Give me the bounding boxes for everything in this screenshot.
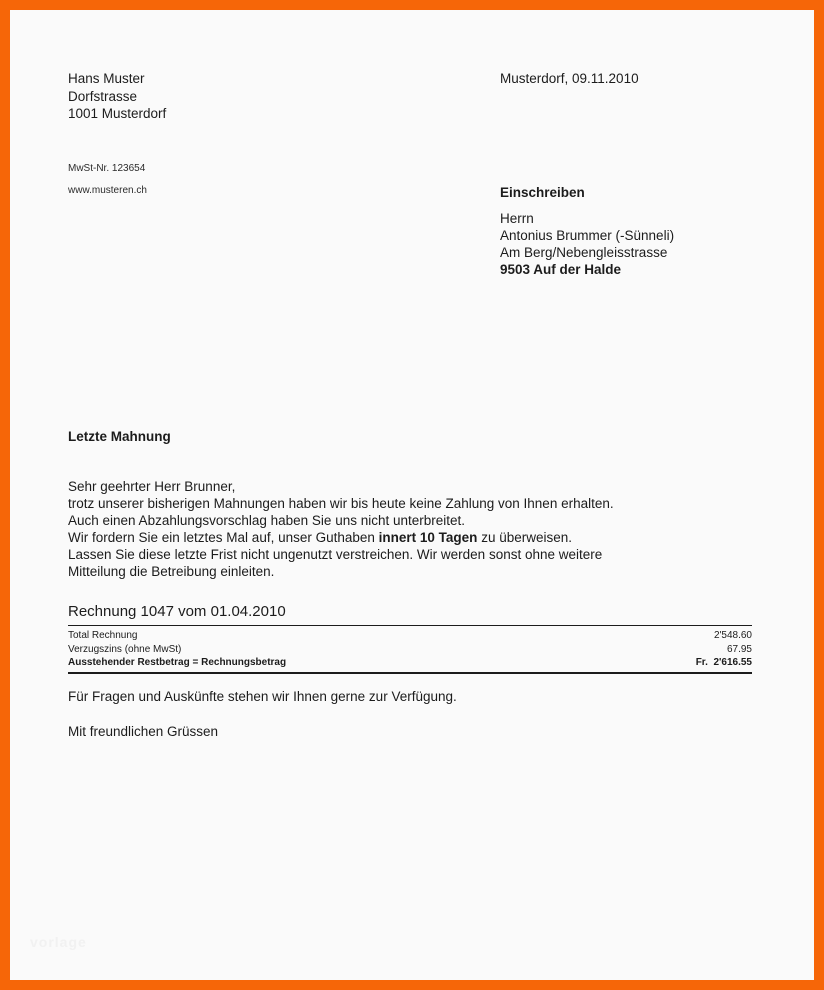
sender-address-block — [68, 70, 166, 123]
body-line-prefix: Wir fordern Sie ein letztes Mal auf, unser Guthaben — [68, 530, 379, 545]
invoice-row-label: Verzugszins (ohne MwSt) — [68, 643, 182, 655]
closing-question-line: Für Fragen und Auskünfte stehen wir Ihnen gerne zur Verfügung. — [68, 689, 457, 704]
table-row — [68, 643, 752, 657]
sender-street: Dorfstrasse — [68, 88, 138, 104]
body-line-suffix: zu überweisen. — [477, 530, 572, 545]
body-line: Lassen Sie diese letzte Frist nicht ungenutzt verstreichen. Wir werden sonst ohne weitere — [68, 547, 603, 562]
recipient-street: Am Berg/Nebengleisstrasse — [500, 245, 668, 260]
recipient-city: 9503 Auf der Halde — [500, 262, 622, 277]
sender-name: Hans Muster — [68, 71, 145, 86]
invoice-summary-table — [68, 625, 752, 674]
watermark-text: vorlage — [30, 934, 87, 950]
body-deadline-emphasis: innert 10 Tagen — [378, 530, 478, 545]
invoice-reference-heading: Rechnung 1047 vom 01.04.2010 — [68, 603, 286, 620]
invoice-row-amount: 67.95 — [726, 643, 752, 655]
invoice-row-label: Total Rechnung — [68, 630, 138, 641]
invoice-row-amount: 2'548.60 — [713, 630, 752, 641]
vat-number: MwSt-Nr. 123654 — [68, 163, 146, 174]
sender-website: www.musteren.ch — [68, 185, 147, 196]
recipient-name: Antonius Brummer (-Sünneli) — [500, 228, 675, 243]
table-row — [68, 629, 752, 643]
body-line — [68, 529, 708, 546]
body-salutation: Sehr geehrter Herr Brunner, — [68, 479, 236, 494]
invoice-total-amount: Fr. 2'616.55 — [695, 657, 752, 668]
subject-line: Letzte Mahnung — [68, 429, 171, 444]
body-line: Mitteilung die Betreibung einleiten. — [68, 564, 275, 579]
sender-city: 1001 Musterdorf — [68, 106, 167, 121]
letter-body — [68, 478, 708, 580]
body-line: trotz unserer bisherigen Mahnungen haben wir bis heute keine Zahlung von Ihnen erhalten. — [68, 496, 614, 511]
invoice-total-label: Ausstehender Restbetrag = Rechnungsbetrag — [68, 657, 287, 668]
delivery-type-label: Einschreiben — [500, 185, 585, 200]
closing-regards-line: Mit freundlichen Grüssen — [68, 724, 219, 739]
place-and-date: Musterdorf, 09.11.2010 — [500, 71, 639, 86]
body-line: Auch einen Abzahlungsvorschlag haben Sie uns nicht unterbreitet. — [68, 513, 466, 528]
recipient-salutation-title: Herrn — [500, 211, 534, 226]
recipient-address-block — [500, 184, 674, 278]
table-row-total — [68, 656, 752, 670]
